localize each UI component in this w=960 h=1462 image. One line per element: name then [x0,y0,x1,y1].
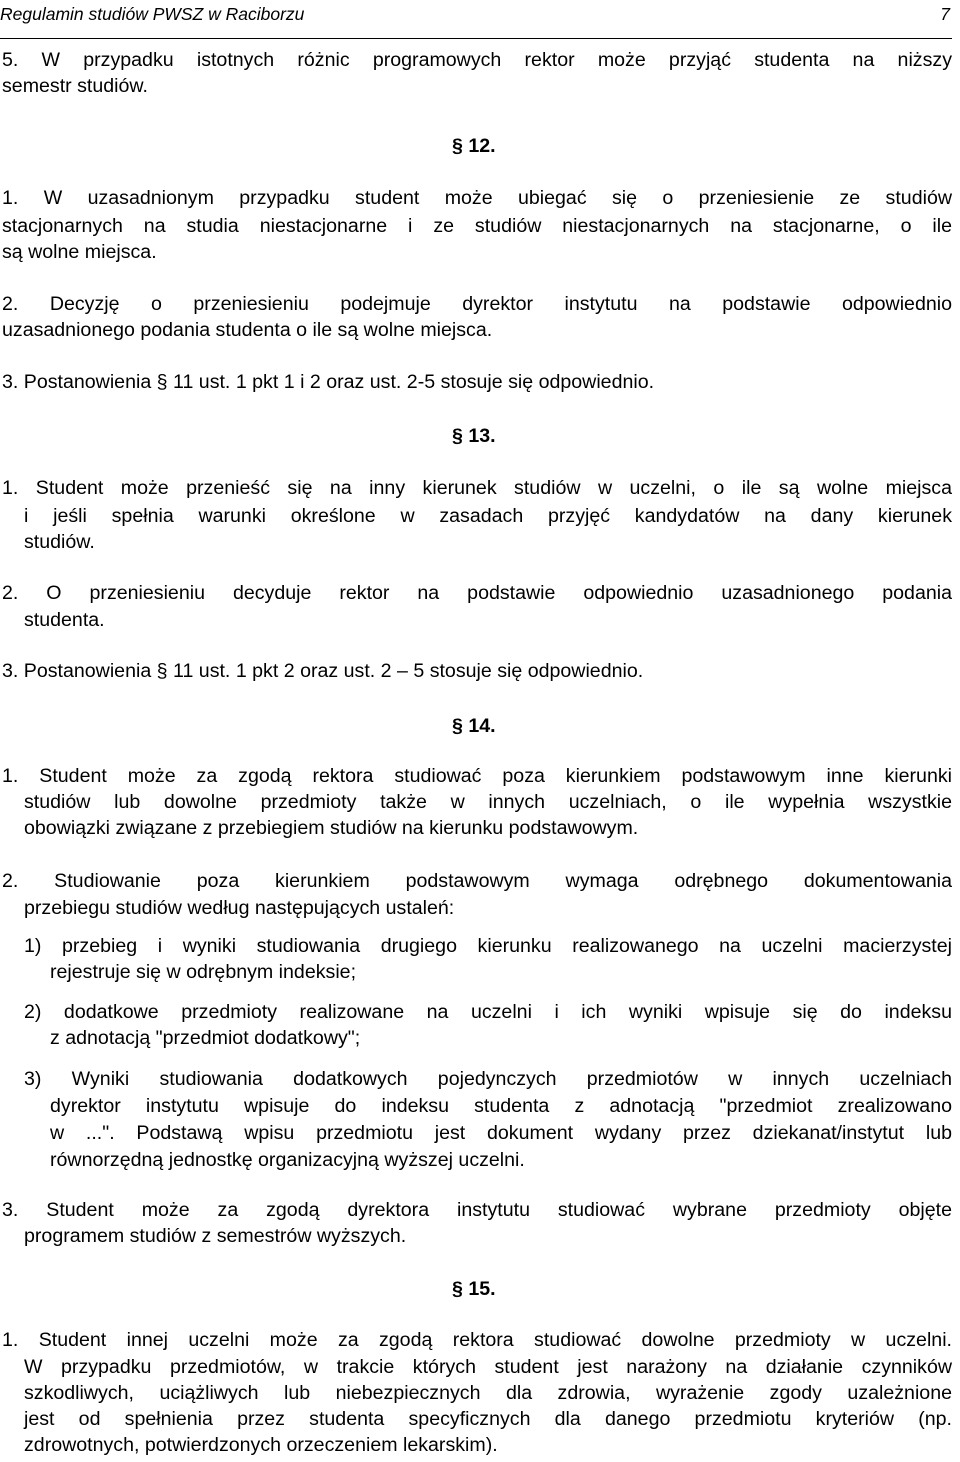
paragraph-line: W przypadku przedmiotów, w trakcie których student jest narażony na działanie czynników [24,1356,952,1378]
paragraph-line: 1. Student może przenieść się na inny kierunek studiów w uczelni, o ile są wolne miejsca [2,477,952,499]
paragraph-line: zdrowotnych, potwierdzonych orzeczeniem lekarskim). [24,1434,498,1456]
paragraph-line: studenta. [24,609,105,631]
paragraph-line: uzasadnionego podania studenta o ile są wolne miejsca. [2,319,493,341]
paragraph-line: 1. Student innej uczelni może za zgodą rektora studiować dowolne przedmioty w uczelni. [2,1329,952,1351]
paragraph-line: jest od spełnienia przez studenta specyficznych dla danego przedmiotu kryteriów (np. [24,1408,952,1430]
page-number: 7 [940,4,950,24]
paragraph-line: są wolne miejsca. [2,241,157,263]
paragraph-line: programem studiów z semestrów wyższych. [24,1225,407,1247]
list-item-line: 3) Wyniki studiowania dodatkowych pojedynczych przedmiotów w innych uczelniach [24,1068,952,1090]
paragraph-line: stacjonarnych na studia niestacjonarne i ze studiów niestacjonarnych na stacjonarne, o ile [2,215,952,237]
section-heading: § 12. [452,135,496,157]
paragraph-line: 5. W przypadku istotnych różnic programowych rektor może przyjąć studenta na niższy [2,49,952,71]
paragraph-line: i jeśli spełnia warunki określone w zasadach przyjęć kandydatów na dany kierunek [24,505,952,527]
section-heading: § 13. [452,425,496,447]
paragraph-line: szkodliwych, uciążliwych lub niebezpiecznych dla zdrowia, wyrażenie zgody uzależnione [24,1382,952,1404]
section-heading: § 14. [452,715,496,737]
paragraph-line: obowiązki związane z przebiegiem studiów na kierunku podstawowym. [24,817,639,839]
paragraph-line: przebiegu studiów według następujących ustaleń: [24,897,455,919]
paragraph-line: 2. Decyzję o przeniesieniu podejmuje dyrektor instytutu na podstawie odpowiednio [2,293,952,315]
paragraph-line: 3. Student może za zgodą dyrektora instytutu studiować wybrane przedmioty objęte [2,1199,952,1221]
list-item-line: równorzędną jednostkę organizacyjną wyższej uczelni. [50,1149,525,1171]
paragraph-line: 3. Postanowienia § 11 ust. 1 pkt 2 oraz ust. 2 – 5 stosuje się odpowiednio. [2,660,644,682]
list-item-line: 1) przebieg i wyniki studiowania drugiego kierunku realizowanego na uczelni macierzystej [24,935,952,957]
paragraph-line: 2. O przeniesieniu decyduje rektor na podstawie odpowiednio uzasadnionego podania [2,582,952,604]
paragraph-line: semestr studiów. [2,75,148,97]
paragraph-line: studiów lub dowolne przedmioty także w innych uczelniach, o ile wypełnia wszystkie [24,791,952,813]
paragraph-line: 1. Student może za zgodą rektora studiować poza kierunkiem podstawowym inne kierunki [2,765,952,787]
list-item-line: w ...". Podstawą wpisu przedmiotu jest dokument wydany przez dziekanat/instytut lub [50,1122,952,1144]
section-heading: § 15. [452,1278,496,1300]
paragraph-line: 3. Postanowienia § 11 ust. 1 pkt 1 i 2 oraz ust. 2-5 stosuje się odpowiednio. [2,371,655,393]
list-item-line: 2) dodatkowe przedmioty realizowane na uczelni i ich wyniki wpisuje się do indeksu [24,1001,952,1023]
paragraph-line: 2. Studiowanie poza kierunkiem podstawowym wymaga odrębnego dokumentowania [2,870,952,892]
list-item-line: z adnotacją "przedmiot dodatkowy"; [50,1027,361,1049]
page-header [0,2,952,39]
paragraph-line: 1. W uzasadnionym przypadku student może ubiegać się o przeniesienie ze studiów [2,187,952,209]
document-title: Regulamin studiów PWSZ w Raciborzu [0,4,305,24]
list-item-line: rejestruje się w odrębnym indeksie; [50,961,357,983]
paragraph-line: studiów. [24,531,95,553]
list-item-line: dyrektor instytutu wpisuje do indeksu studenta z adnotacją "przedmiot zrealizowano [50,1095,952,1117]
